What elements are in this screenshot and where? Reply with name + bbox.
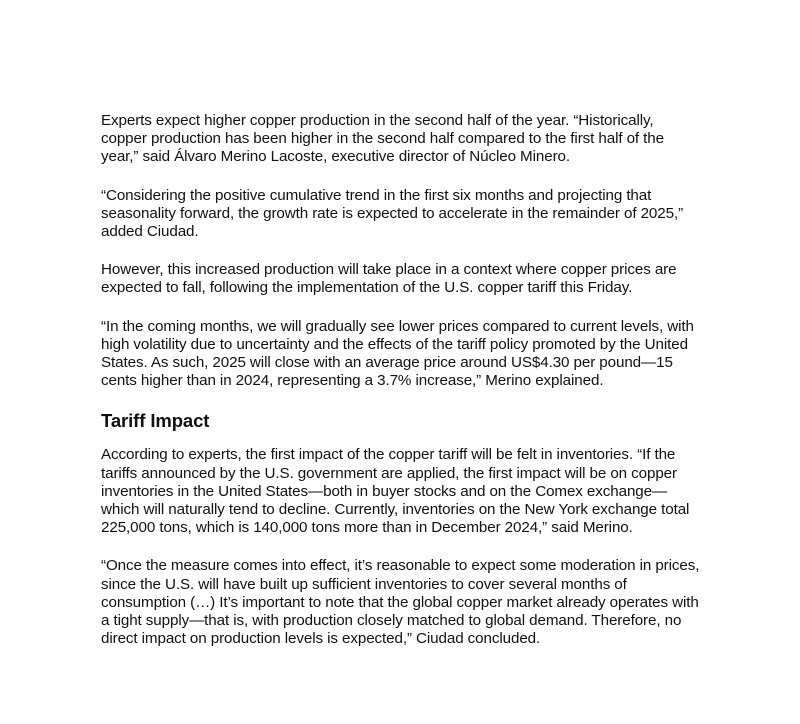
paragraph-price-moderation: “Once the measure comes into effect, it’s reasonable to expect some moderation in prices, since the U.S. will have built up sufficient inventories to cover several months of consumption (…) It’s important to note that the global copper market already operates with a tight supply—that is, with production closely matched to global demand. Therefore, no direct impact on production levels is expected,” Ciudad concluded. <box>101 557 700 648</box>
section-heading-tariff-impact: Tariff Impact <box>101 410 210 432</box>
article-body <box>101 112 701 668</box>
paragraph-price-context: However, this increased production will take place in a context where copper prices are expected to fall, following the implementation of the U.S. copper tariff this Friday. <box>101 261 677 297</box>
paragraph-growth-rate: “Considering the positive cumulative trend in the first six months and projecting that seasonality forward, the growth rate is expected to accelerate in the remainder of 2025,” added Ciudad. <box>101 186 684 241</box>
paragraph-price-forecast: “In the coming months, we will gradually see lower prices compared to current levels, with high volatility due to uncertainty and the effects of the tariff policy promoted by the United States. As such, 2025 will close with an average price around US$4.30 per pound—15 cents higher than in 2024, representing a 3.7% increase,” Merino explained. <box>101 317 694 390</box>
paragraph-inventories: According to experts, the first impact of the copper tariff will be felt in inventories. “If the tariffs announced by the U.S. government are applied, the first impact will be on copper inventories in the United States—both in buyer stocks and on the Comex exchange—which will naturally tend to decline. Currently, inventories on the New York exchange total 225,000 tons, which is 140,000 tons more than in December 2024,” said Merino. <box>101 446 690 537</box>
paragraph-production-outlook: Experts expect higher copper production in the second half of the year. “Historically, copper production has been higher in the second half compared to the first half of the year,” said Álvaro Merino Lacoste, executive director of Núcleo Minero. <box>101 112 664 166</box>
